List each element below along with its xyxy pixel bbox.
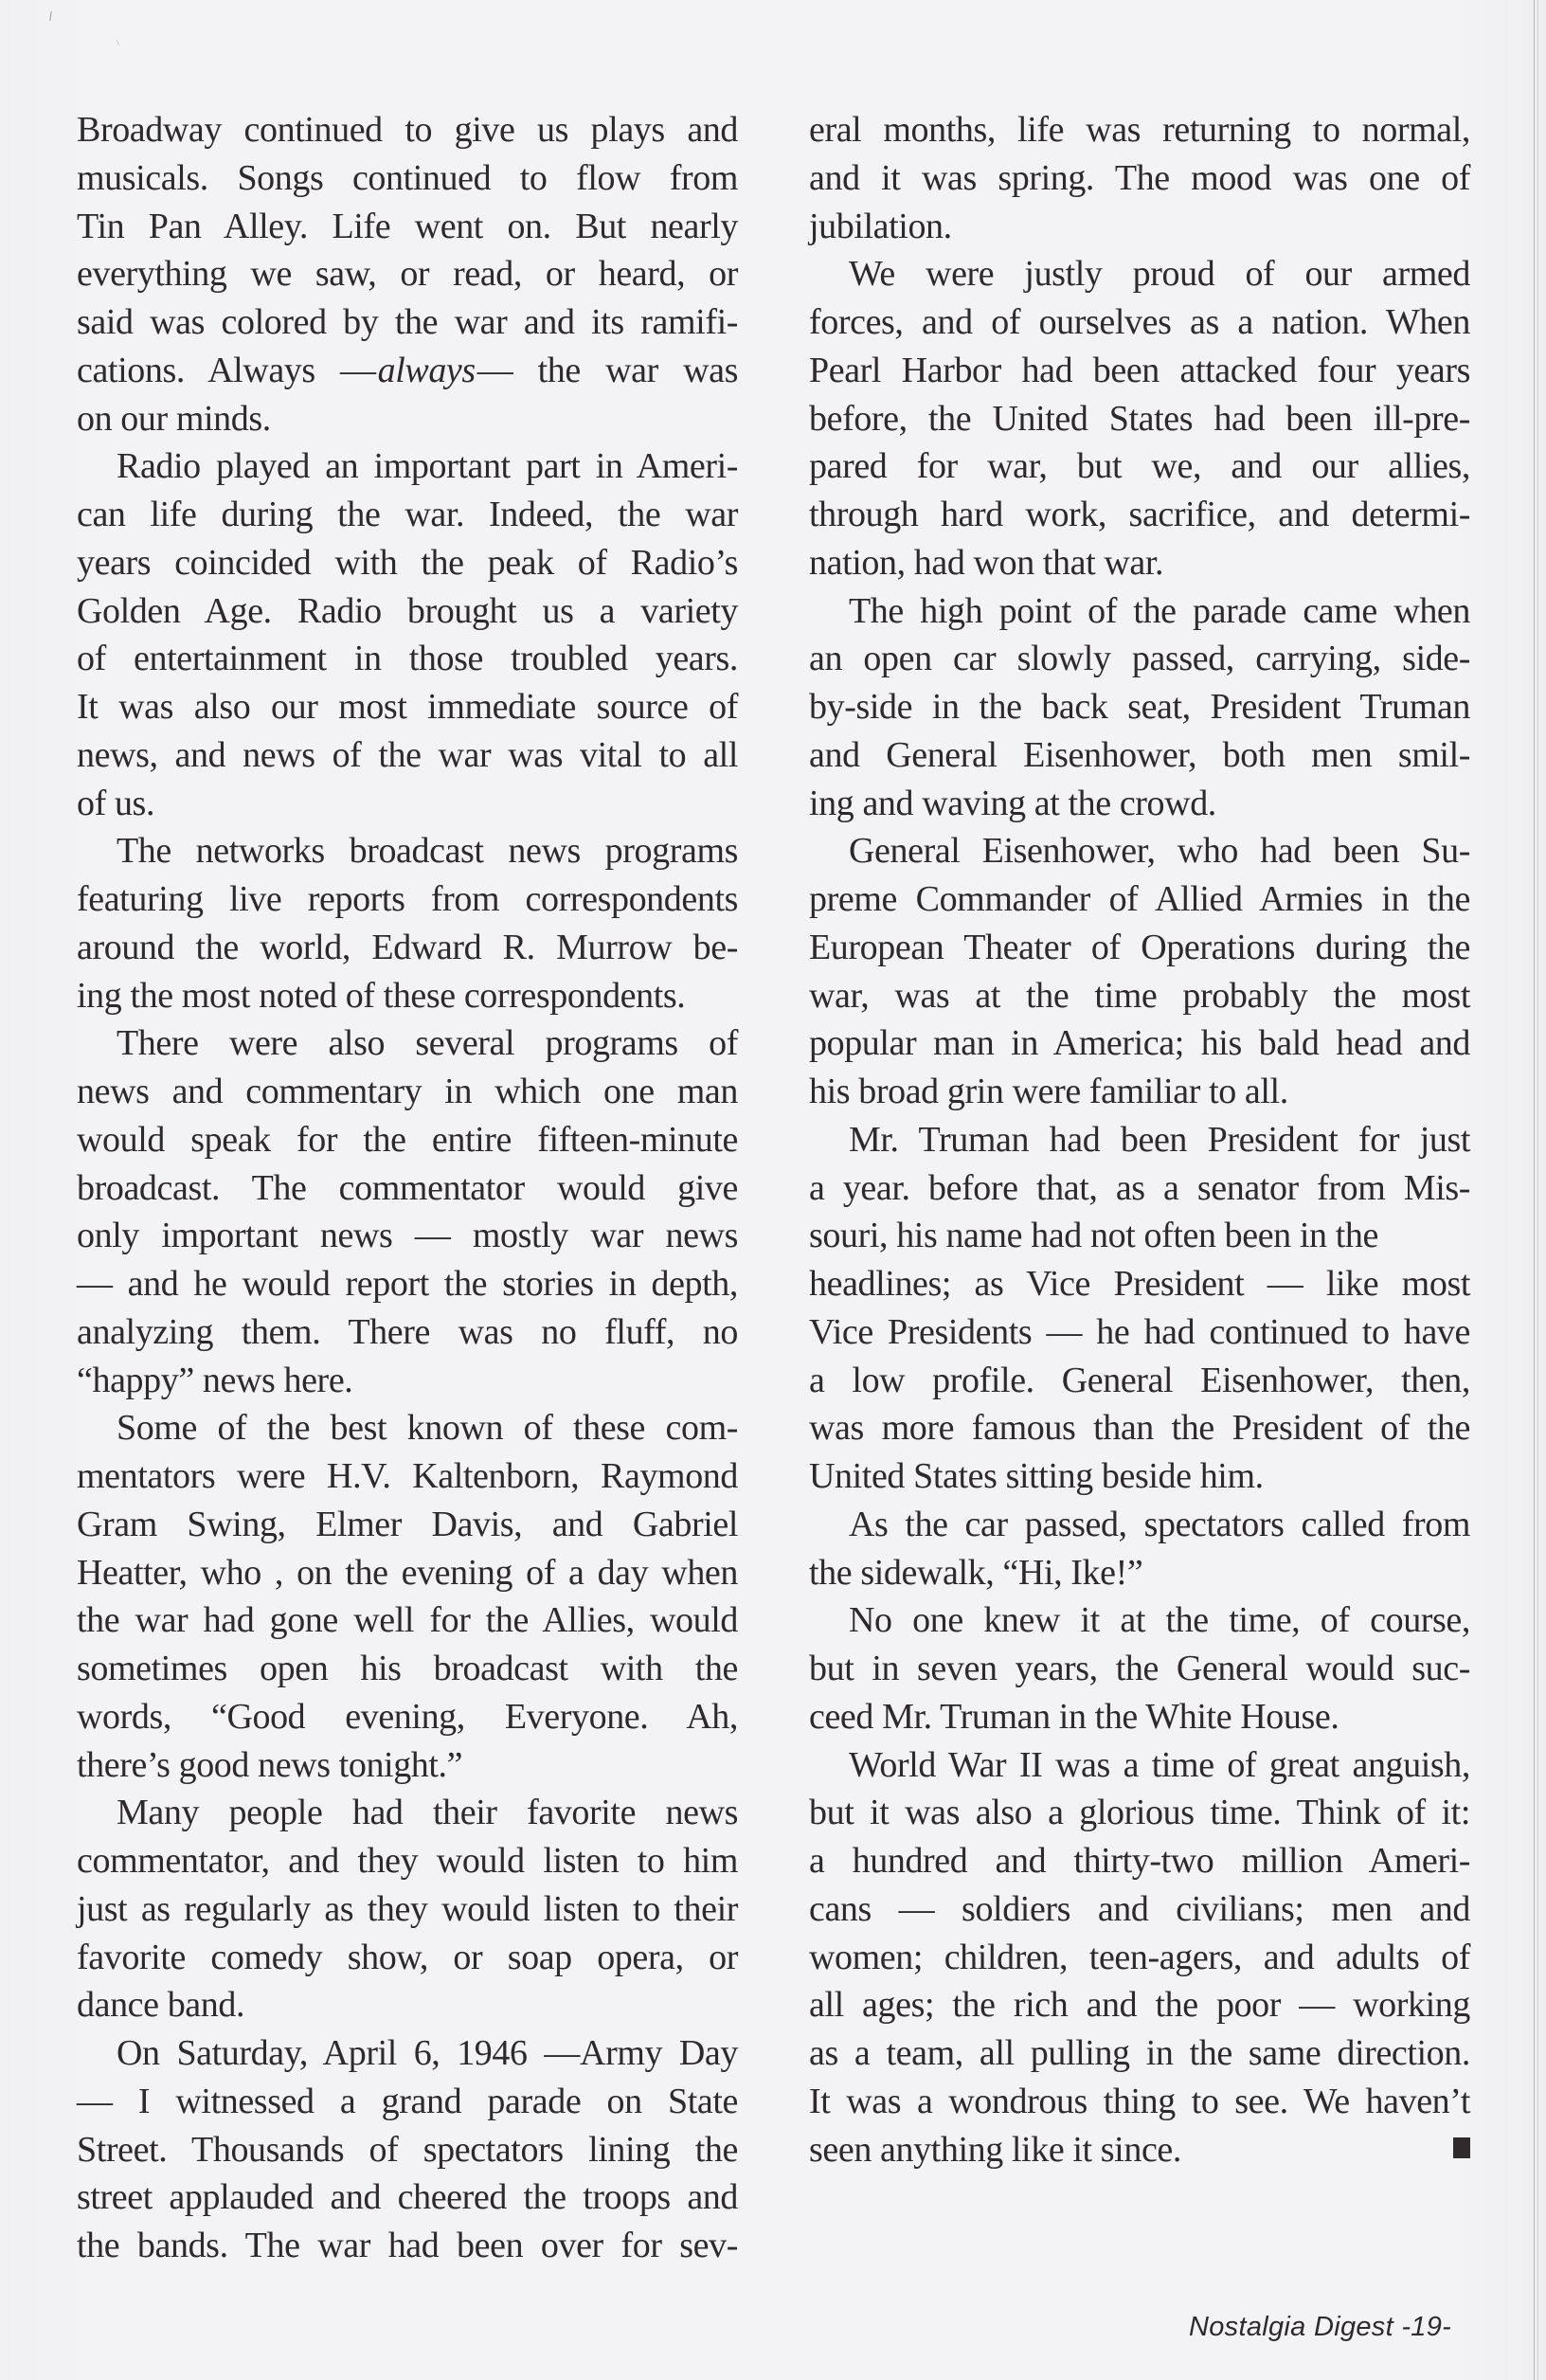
text-run: but it was also a glorious time. Think of it:: [809, 1793, 1470, 1833]
text-run: of us.: [77, 783, 155, 823]
text-line: [809, 1837, 1470, 1885]
text-line: [809, 635, 1470, 683]
text-run: Golden Age. Radio brought us a variety: [77, 590, 738, 631]
text-run: No one knew it at the time, of course,: [849, 1600, 1470, 1641]
article-column-right: [809, 106, 1470, 2173]
emphasis-text: always: [377, 350, 476, 390]
text-run: street applauded and cheered the troops and: [77, 2177, 738, 2218]
text-line: [77, 395, 738, 443]
text-line: [77, 1068, 738, 1116]
text-line: [77, 250, 738, 298]
text-line: [77, 780, 738, 828]
text-line: [77, 2078, 738, 2126]
text-line: [809, 1981, 1470, 2029]
text-run: preme Commander of Allied Armies in the: [809, 879, 1470, 919]
text-run: pared for war, but we, and our allies,: [809, 446, 1470, 487]
text-run: was more famous than the President of the: [809, 1408, 1470, 1449]
text-run: news, and news of the war was vital to all: [77, 734, 738, 775]
text-run: ing and waving at the crowd.: [809, 783, 1216, 823]
text-line: [77, 106, 738, 154]
end-of-article-square-icon: [1453, 2137, 1470, 2158]
text-line: [77, 635, 738, 683]
text-run: years coincided with the peak of Radio’s: [77, 542, 738, 583]
paragraph-first-line: [77, 2029, 738, 2078]
text-line: [809, 491, 1470, 539]
text-line: [77, 1596, 738, 1645]
text-run: featuring live reports from correspondents: [77, 879, 738, 919]
text-run: Mr. Truman had been President for just: [849, 1119, 1470, 1160]
text-line: [77, 587, 738, 636]
text-line: [809, 1549, 1470, 1597]
text-line: [77, 972, 738, 1020]
text-run: everything we saw, or read, or heard, or: [77, 254, 738, 295]
text-run: cations. Always —: [77, 350, 376, 390]
text-run: “happy” news here.: [77, 1360, 353, 1400]
text-run: — and he would report the stories in depth,: [77, 1264, 738, 1304]
text-run: broadcast. The commentator would give: [77, 1167, 738, 1208]
text-run: Tin Pan Alley. Life went on. But nearly: [77, 206, 738, 246]
text-run: cans — soldiers and civilians; men and: [809, 1888, 1470, 1929]
text-run: women; children, teen-agers, and adults of: [809, 1937, 1470, 1977]
text-run: but in seven years, the General would suc-: [809, 1649, 1470, 1688]
paragraph-first-line: [809, 1116, 1470, 1164]
text-run: the war had gone well for the Allies, would: [77, 1600, 738, 1641]
text-line: [77, 924, 738, 972]
text-line: [809, 1404, 1470, 1452]
text-run: headlines; as Vice President — like most: [809, 1264, 1470, 1304]
text-run: Gram Swing, Elmer Davis, and Gabriel: [77, 1504, 738, 1544]
text-line: [809, 106, 1470, 154]
text-line: [77, 1837, 738, 1885]
text-run: war, was at the time probably the most: [809, 975, 1470, 1016]
text-line: [809, 924, 1470, 972]
scan-speck: [49, 11, 51, 21]
text-run: forces, and of ourselves as a nation. When: [809, 302, 1470, 342]
text-line: [77, 1981, 738, 2029]
text-run: an open car slowly passed, carrying, side-: [809, 639, 1470, 679]
text-line: [77, 683, 738, 731]
text-run: On Saturday, April 6, 1946 —Army Day: [117, 2033, 738, 2073]
text-line: [77, 1116, 738, 1164]
text-line: [809, 731, 1470, 780]
text-line: [77, 1885, 738, 1934]
text-run: ceed Mr. Truman in the White House.: [809, 1696, 1339, 1737]
text-line: [809, 2126, 1470, 2174]
text-run: jubilation.: [809, 206, 952, 246]
text-run: Some of the best known of these com-: [117, 1408, 738, 1449]
text-run: analyzing them. There was no fluff, no: [77, 1311, 738, 1352]
text-line: [809, 298, 1470, 347]
text-run: all ages; the rich and the poor — working: [809, 1985, 1470, 2026]
text-run: souri, his name had not often been in the: [809, 1216, 1378, 1256]
paragraph-first-line: [809, 1741, 1470, 1790]
text-run: World War II was a time of great anguish,: [849, 1744, 1470, 1785]
text-line: [809, 1260, 1470, 1308]
text-run: Pearl Harbor had been attacked four years: [809, 350, 1470, 390]
text-line: [77, 1357, 738, 1405]
text-run: and General Eisenhower, both men smil-: [809, 734, 1470, 775]
text-run: around the world, Edward R. Murrow be-: [77, 927, 738, 967]
text-line: [809, 395, 1470, 443]
text-line: [809, 780, 1470, 828]
text-run: United States sitting beside him.: [809, 1456, 1264, 1496]
paragraph-first-line: [77, 1019, 738, 1068]
text-run: musicals. Songs continued to flow from: [77, 157, 738, 198]
text-run: There were also several programs of: [117, 1023, 738, 1064]
paragraph-first-line: [809, 1596, 1470, 1645]
text-run: a hundred and thirty-two million Ameri-: [809, 1841, 1470, 1881]
paragraph-first-line: [77, 442, 738, 491]
text-line: [77, 875, 738, 924]
text-run: Heatter, who , on the evening of a day when: [77, 1552, 738, 1593]
text-line: [809, 1645, 1470, 1693]
text-run: eral months, life was returning to normal,: [809, 110, 1470, 150]
text-line: [77, 154, 738, 203]
article-column-left: [77, 106, 738, 2270]
text-run: Street. Thousands of spectators lining the: [77, 2129, 738, 2170]
paragraph-first-line: [77, 1789, 738, 1837]
text-run: mentators were H.V. Kaltenborn, Raymond: [77, 1456, 738, 1496]
text-line: [77, 1308, 738, 1357]
paragraph-first-line: [809, 250, 1470, 298]
text-run: the bands. The war had been over for sev-: [77, 2226, 738, 2265]
text-line: [77, 1934, 738, 1982]
text-line: [809, 154, 1470, 203]
text-run: as a team, all pulling in the same direction.: [809, 2033, 1470, 2073]
text-line: [77, 1260, 738, 1308]
text-run: a low profile. General Eisenhower, then,: [809, 1360, 1470, 1400]
text-line: [77, 1741, 738, 1790]
text-run: European Theater of Operations during the: [809, 927, 1470, 967]
text-line: [77, 1549, 738, 1597]
text-line: [809, 1452, 1470, 1501]
text-line: [809, 203, 1470, 251]
text-line: [77, 2222, 738, 2270]
text-line: [809, 1308, 1470, 1357]
text-run: said was colored by the war and its ramifi-: [77, 302, 738, 342]
text-run: only important news — mostly war news: [77, 1216, 738, 1256]
text-line: [809, 1068, 1470, 1116]
text-run: The high point of the parade came when: [849, 590, 1470, 631]
paragraph-first-line: [809, 827, 1470, 875]
text-run: The networks broadcast news programs: [117, 831, 738, 872]
text-run: sometimes open his broadcast with the: [77, 1649, 738, 1688]
text-line: [77, 1452, 738, 1501]
text-line: [809, 875, 1470, 924]
text-run: a year. before that, as a senator from Mis-: [809, 1167, 1470, 1208]
page-edge-line: [1537, 0, 1538, 2380]
text-line: [77, 1693, 738, 1741]
text-run: on our minds.: [77, 398, 271, 439]
page-edge-line: [1534, 0, 1535, 2380]
text-run: Vice Presidents — he had continued to have: [809, 1311, 1470, 1352]
text-line: [77, 1212, 738, 1260]
text-line: [809, 347, 1470, 395]
text-line: [77, 2126, 738, 2174]
text-line: [77, 1501, 738, 1549]
text-line: [77, 1645, 738, 1693]
text-line: [77, 2173, 738, 2222]
text-run: commentator, and they would listen to him: [77, 1841, 738, 1881]
text-run: his broad grin were familiar to all.: [809, 1072, 1288, 1111]
text-run: It was also our most immediate source of: [77, 687, 738, 727]
page-footer: Nostalgia Digest -19-: [1189, 2312, 1452, 2342]
paragraph-first-line: [809, 587, 1470, 636]
text-line: [809, 1212, 1470, 1260]
text-run: before, the United States had been ill-pre-: [809, 398, 1470, 439]
text-run: by-side in the back seat, President Truman: [809, 687, 1470, 727]
text-run: of entertainment in those troubled years.: [77, 639, 738, 679]
text-line: [77, 298, 738, 347]
text-line: [809, 1164, 1470, 1213]
text-line: [809, 539, 1470, 587]
text-run: popular man in America; his bald head and: [809, 1023, 1470, 1064]
text-run: news and commentary in which one man: [77, 1072, 738, 1111]
paragraph-first-line: [77, 827, 738, 875]
text-line: [77, 731, 738, 780]
paragraph-first-line: [809, 1501, 1470, 1549]
scan-speck: [117, 40, 119, 45]
text-run: — the war was: [476, 350, 738, 390]
text-run: can life during the war. Indeed, the war: [77, 495, 738, 534]
text-run: through hard work, sacrifice, and determi-: [809, 495, 1470, 534]
text-line: [809, 1934, 1470, 1982]
text-line: [77, 347, 738, 395]
text-run: Broadway continued to give us plays and: [77, 110, 738, 150]
text-run: We were justly proud of our armed: [849, 254, 1470, 295]
text-line: [77, 1164, 738, 1213]
text-line: [809, 1019, 1470, 1068]
text-line: [809, 2078, 1470, 2126]
text-run: favorite comedy show, or soap opera, or: [77, 1937, 738, 1977]
text-line: [809, 1885, 1470, 1934]
text-run: Radio played an important part in Ameri-: [117, 446, 738, 487]
text-run: the sidewalk, “Hi, Ike!”: [809, 1552, 1143, 1593]
text-line: [809, 442, 1470, 491]
text-line: [809, 1789, 1470, 1837]
text-run: words, “Good evening, Everyone. Ah,: [77, 1696, 738, 1737]
text-run: ing the most noted of these correspondents.: [77, 975, 686, 1016]
text-run: just as regularly as they would listen to their: [77, 1888, 738, 1929]
text-line: [77, 539, 738, 587]
text-run: seen anything like it since.: [809, 2129, 1181, 2170]
text-line: [809, 683, 1470, 731]
text-run: dance band.: [77, 1985, 245, 2026]
text-line: [809, 1693, 1470, 1741]
text-line: [77, 491, 738, 539]
text-run: and it was spring. The mood was one of: [809, 157, 1470, 198]
text-run: would speak for the entire fifteen-minute: [77, 1119, 738, 1160]
text-run: there’s good news tonight.”: [77, 1744, 463, 1785]
paragraph-first-line: [77, 1404, 738, 1452]
text-line: [809, 2029, 1470, 2078]
text-line: [809, 972, 1470, 1020]
text-line: [77, 203, 738, 251]
text-line: [809, 1357, 1470, 1405]
text-run: nation, had won that war.: [809, 542, 1164, 583]
text-run: It was a wondrous thing to see. We haven’t: [809, 2081, 1470, 2121]
text-run: As the car passed, spectators called from: [849, 1504, 1470, 1544]
text-run: General Eisenhower, who had been Su-: [849, 831, 1470, 872]
text-run: — I witnessed a grand parade on State: [77, 2081, 738, 2121]
text-run: Many people had their favorite news: [117, 1793, 738, 1833]
